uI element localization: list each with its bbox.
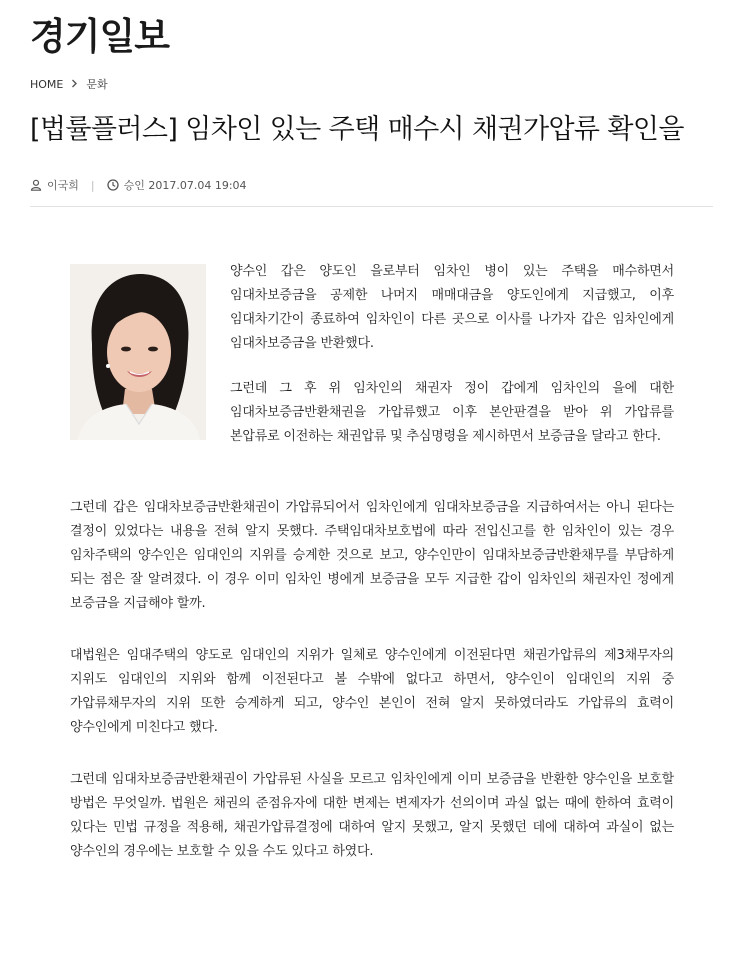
article-paragraph: 양수인 갑은 양도인 을로부터 임차인 병이 있는 주택을 매수하면서 임대차보증금을 공제한 나머지 매매대금을 양도인에게 지급했고, 이후 임대차기간이 종료하여 임차인이 다른 곳으로 이사를 나가자 갑은 임차인에게 임대차보증금을 반환했다.: [230, 264, 674, 351]
article-paragraph: 그런데 임대차보증금반환채권이 가압류된 사실을 모르고 임차인에게 이미 보증금을 반환한 양수인을 보호할 방법은 무엇일까. 법원은 채권의 준점유자에 대한 변제는 변제자가 선의이며 과실 없는 때에 한하여 효력이 있다는 민법 규정을 적용해, 채권가압류결정에 대하여 알지 못했고, 알지 못했던 데에 대하여 과실이 없는 양수인의 경우에는 보호할 수 있을 수도 있다고 하였다.: [70, 772, 674, 859]
publish-date: 승인 2017.07.04 19:04: [123, 179, 247, 192]
chevron-right-icon: [71, 78, 78, 91]
breadcrumb-section[interactable]: 문화: [86, 78, 108, 91]
breadcrumb: [30, 76, 108, 92]
site-logo[interactable]: 경기일보: [30, 15, 169, 58]
article-paragraph: 그런데 갑은 임대차보증금반환채권이 가압류되어서 임차인에게 임대차보증금을 지급하여서는 아니 된다는 결정이 있었다는 내용을 전혀 알지 못했다. 주택임대차보호법에 따라 전입신고를 한 임차인이 있는 경우 임차주택의 양수인은 임대인의 지위를 승계한 것으로 보고, 양수인만이 임대차보증금반환채무를 부담하게 되는 점은 잘 알려졌다. 이 경우 이미 임차인 병에게 보증금을 모두 지급한 갑이 임차인의 채권자인 정에게 보증금을 지급해야 할까.: [70, 500, 674, 611]
author-name: 이국희: [47, 179, 79, 192]
article-paragraph: 대법원은 임대주택의 양도로 임대인의 지위가 일체로 양수인에게 이전된다면 채권가압류의 제3채무자의 지위도 임대인의 지위와 함께 이전된다고 볼 수밖에 없다고 하면서, 양수인이 임대인의 지위 중 가압류채무자의 지위 또한 승계하게 되고, 양수인 본인이 전혀 알지 못하였더라도 가압류의 효력이 양수인에게 미친다고 했다.: [70, 648, 674, 735]
author-photo: [70, 264, 206, 440]
header-divider: [30, 206, 713, 207]
article-paragraph: 그런데 그 후 위 임차인의 채권자 정이 갑에게 임차인의 을에 대한 임대차보증금반환채권을 가압류했고 이후 본안판결을 받아 위 가압류를 본압류로 이전하는 채권압류 및 추심명령을 제시하면서 보증금을 달라고 한다.: [230, 381, 674, 444]
article-title: [법률플러스] 임차인 있는 주택 매수시 채권가압류 확인을: [30, 114, 684, 145]
breadcrumb-home[interactable]: HOME: [30, 77, 64, 91]
clock-icon: [107, 179, 119, 191]
article-byline: [30, 177, 247, 193]
user-icon: [30, 179, 42, 191]
byline-divider: |: [90, 178, 95, 192]
